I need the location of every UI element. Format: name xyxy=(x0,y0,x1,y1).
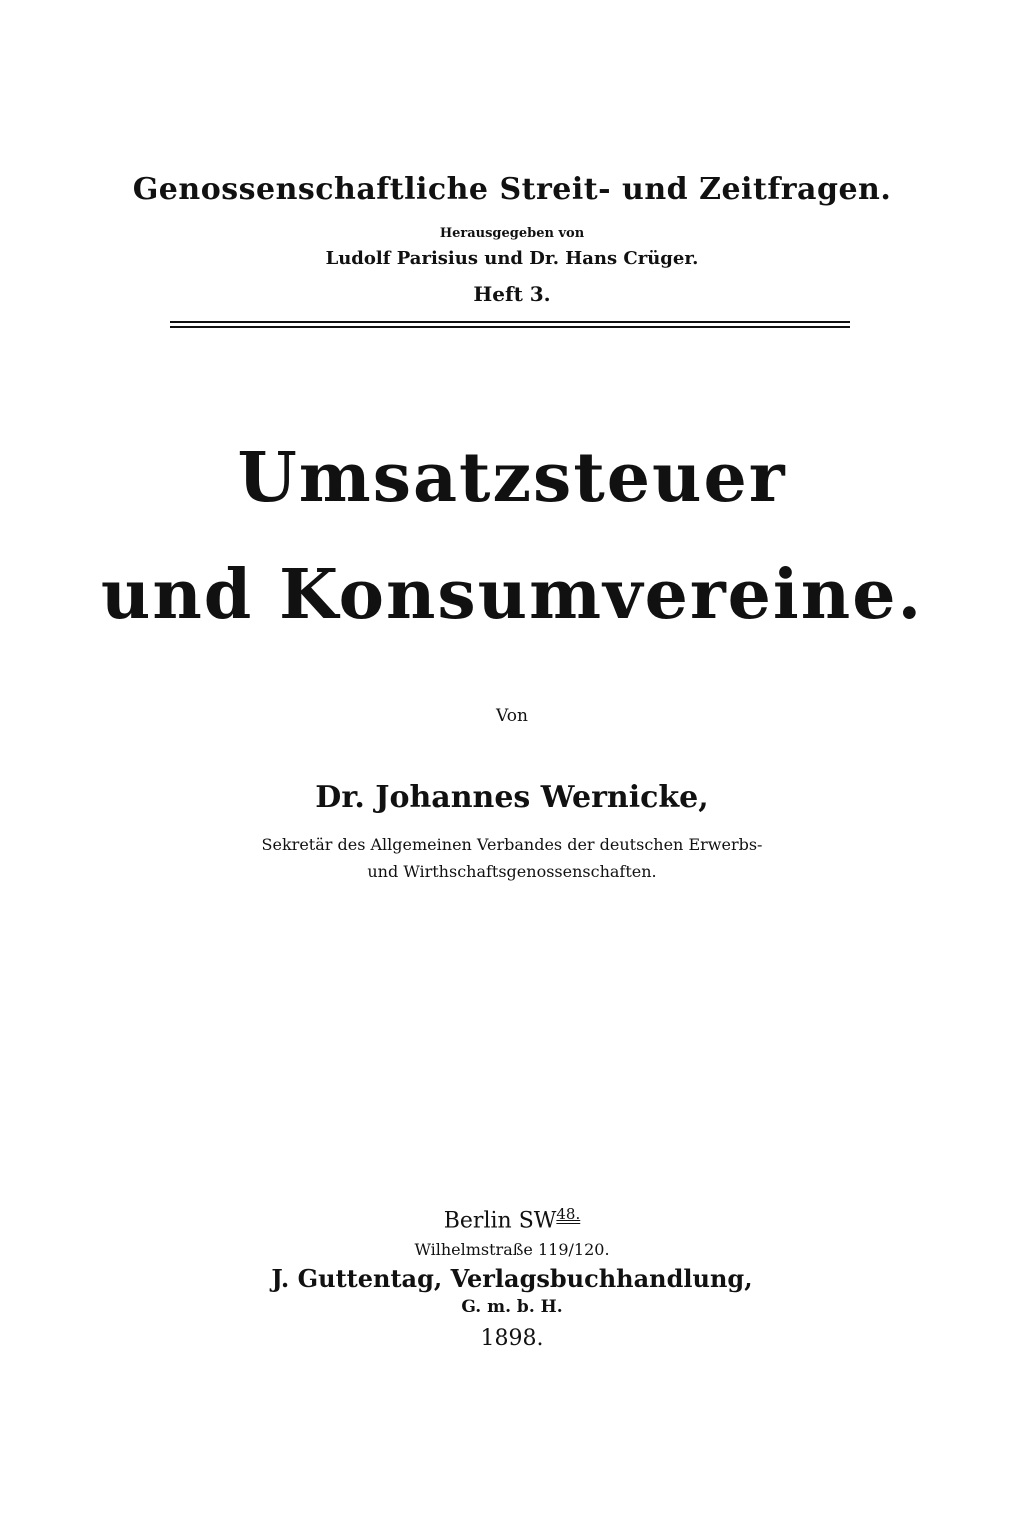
imprint-year: 1898. xyxy=(480,1326,544,1351)
by-label: Von xyxy=(496,706,528,726)
series-title: Genossenschaftliche Streit- und Zeitfragen. xyxy=(132,172,892,207)
imprint-postcode: 48. xyxy=(556,1205,581,1223)
book-title-line-1: Umsatzsteuer xyxy=(237,438,787,518)
issue-number: Heft 3. xyxy=(473,282,551,306)
editors-intro: Herausgegeben von xyxy=(439,226,585,241)
imprint-company-form: G. m. b. H. xyxy=(461,1297,563,1317)
author-affiliation-line-1: Sekretär des Allgemeinen Verbandes der deutschen Erwerbs- xyxy=(261,835,763,854)
header-rule xyxy=(170,321,850,328)
book-title-line-2: und Konsumvereine. xyxy=(100,555,924,635)
imprint-street: Wilhelmstraße 119/120. xyxy=(414,1240,610,1259)
editors: Ludolf Parisius und Dr. Hans Crüger. xyxy=(325,248,699,269)
imprint-city xyxy=(0,1205,1024,1233)
imprint-city-name: Berlin SW xyxy=(443,1208,557,1234)
author-affiliation-line-2: und Wirthschaftsgenossenschaften. xyxy=(367,862,657,881)
imprint-publisher: J. Guttentag, Verlagsbuchhandlung, xyxy=(271,1264,753,1293)
author-name: Dr. Johannes Wernicke, xyxy=(315,780,709,815)
